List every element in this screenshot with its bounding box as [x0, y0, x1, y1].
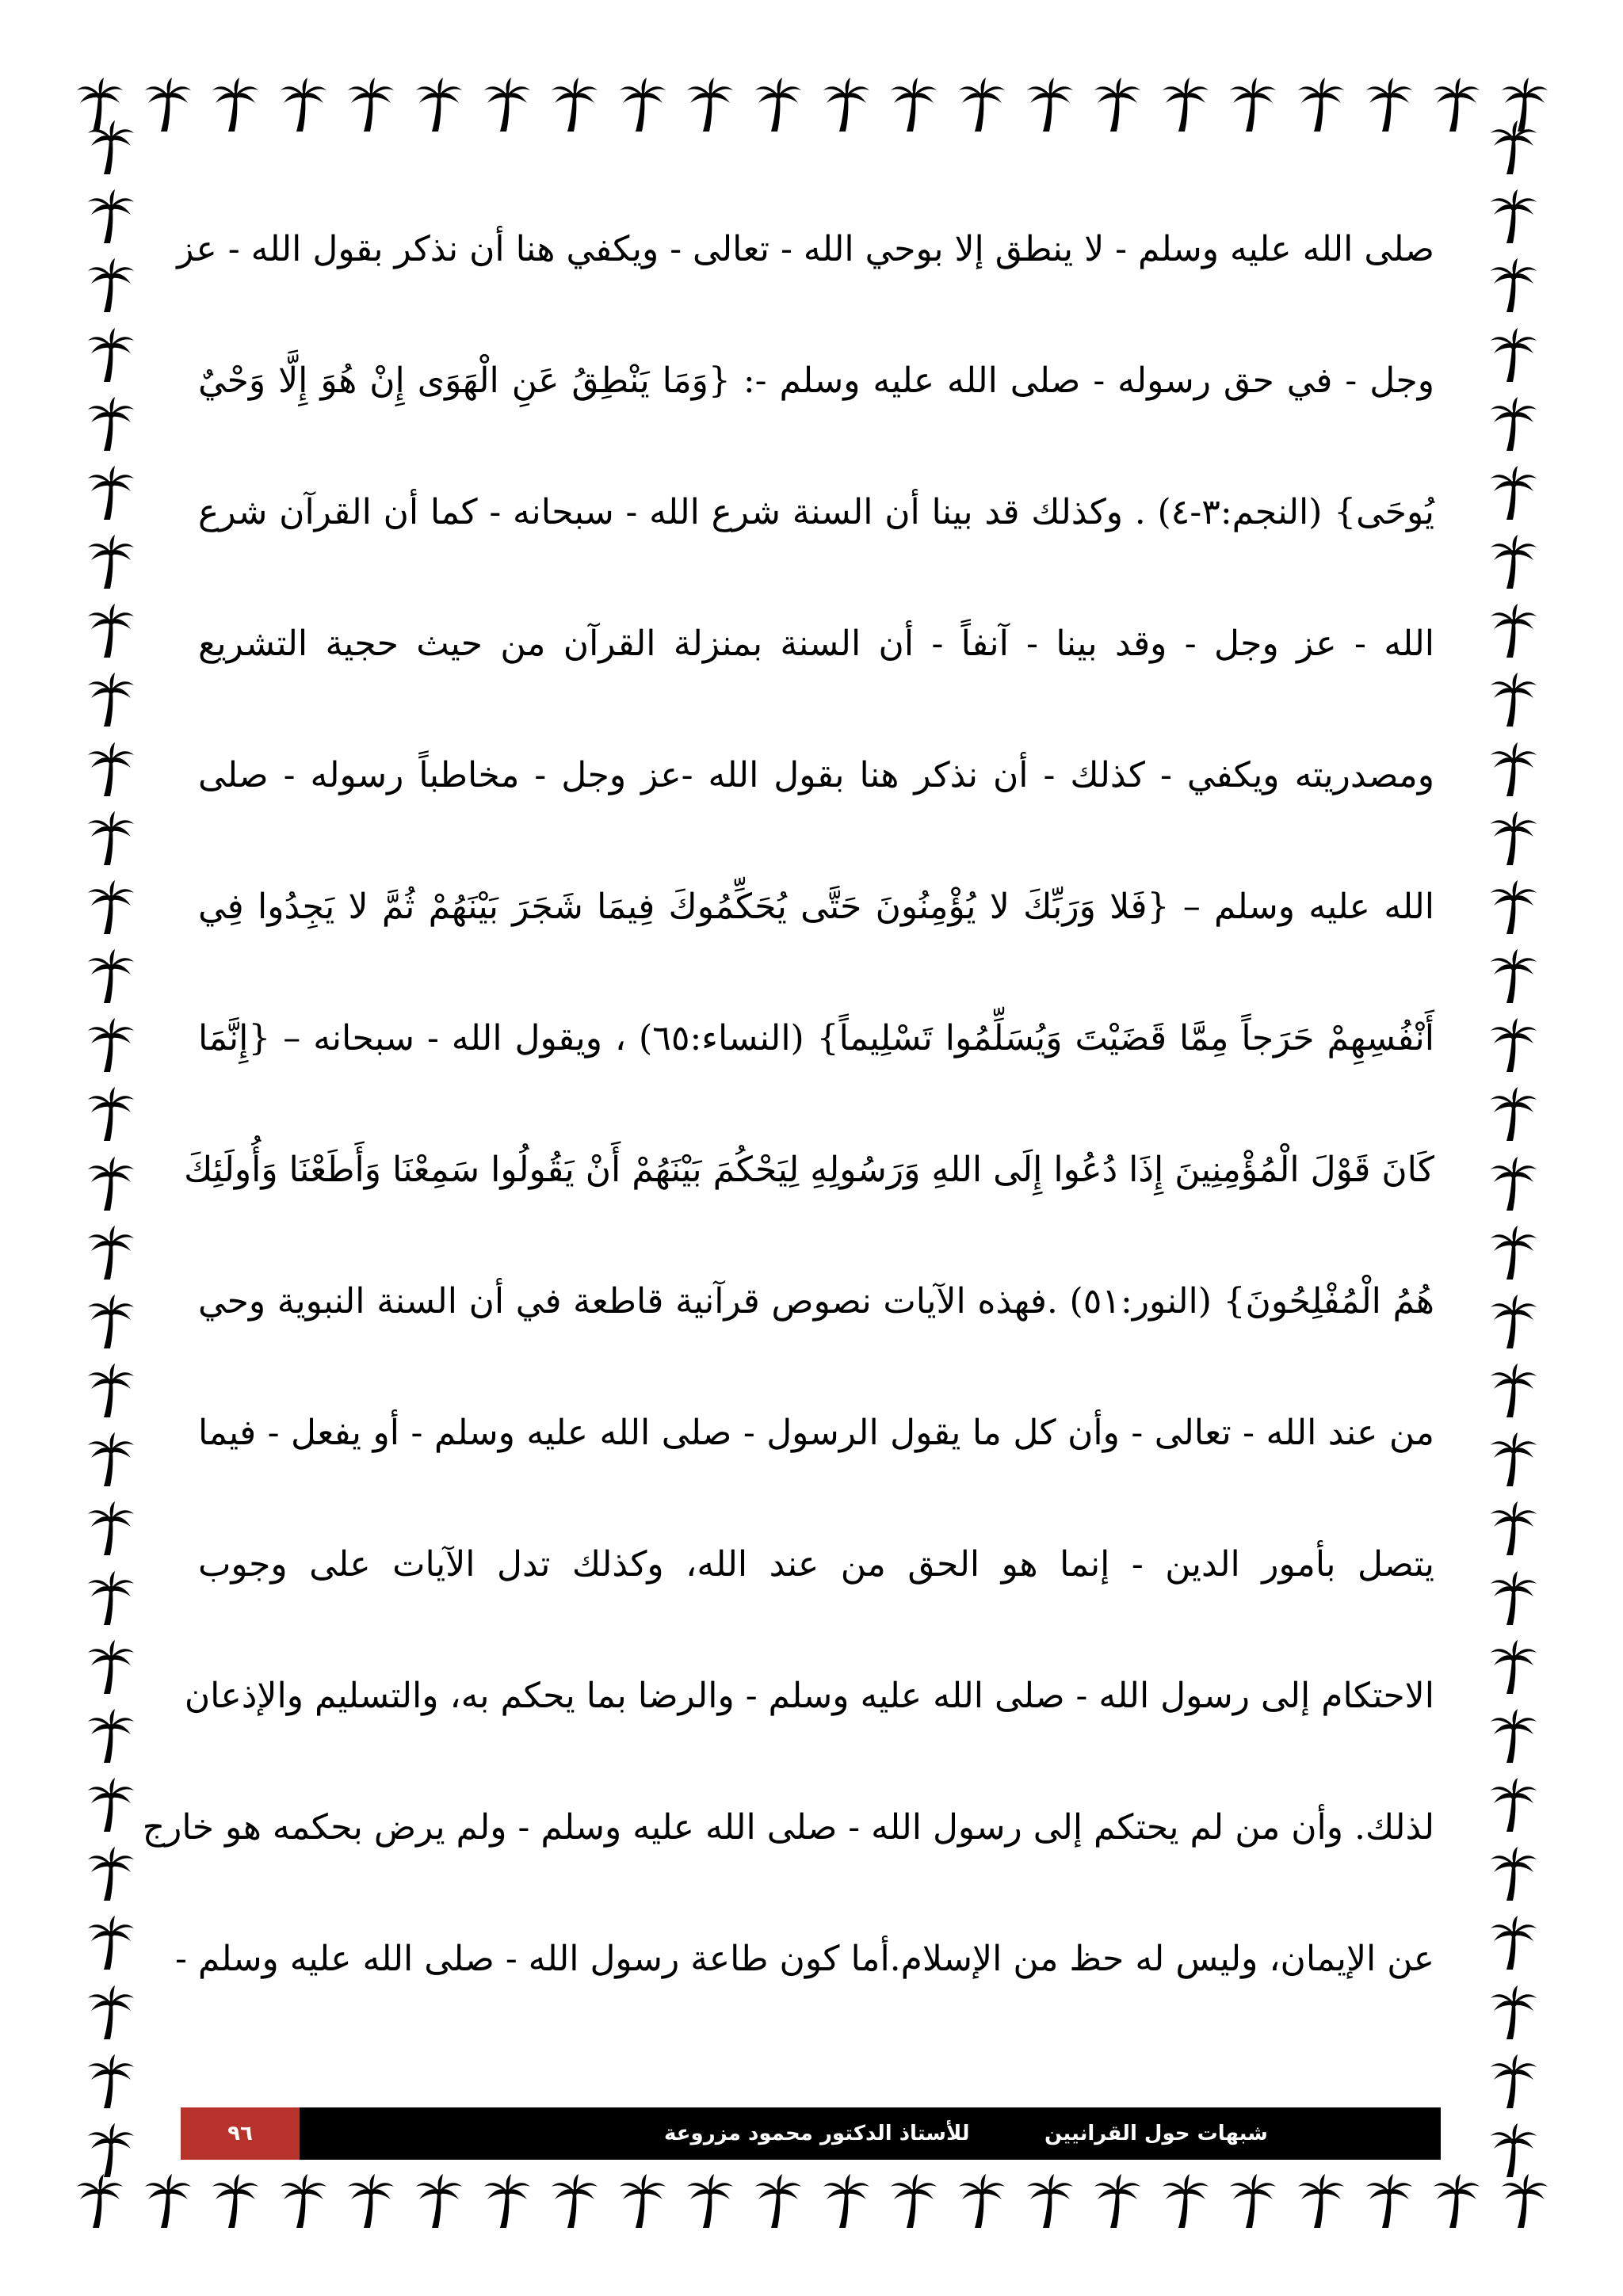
palm-tree-icon [86, 1224, 136, 1281]
palm-tree-icon [279, 2172, 328, 2229]
palm-tree-icon [822, 76, 871, 133]
palm-tree-icon [86, 1431, 136, 1488]
text-line: ومصدريته ويكفي - كذلك - أن نذكر هنا بقول الله -عز وجل - مخاطباً رسوله - صلى [198, 755, 1434, 795]
text-line: عن الإيمان، وليس له حظ من الإسلام.أما كون طاعة رسول الله - صلى الله عليه وسلم - [174, 1939, 1434, 1979]
palm-tree-icon [86, 948, 136, 1005]
palm-tree-icon [86, 2053, 136, 2110]
palm-tree-icon [1489, 1984, 1538, 2041]
text-line: الله - عز وجل - وقد بينا - آنفاً - أن السنة بمنزلة القرآن من حيث حجية التشريع [198, 624, 1434, 664]
palm-tree-icon [86, 1845, 136, 1902]
palm-tree-icon [1489, 326, 1538, 383]
palm-tree-icon [1489, 1431, 1538, 1488]
palm-tree-icon [211, 2172, 260, 2229]
palm-tree-icon [1489, 2053, 1538, 2110]
palm-tree-icon [86, 257, 136, 314]
text-line: وجل - في حق رسوله - صلى الله عليه وسلم -: {وَمَا يَنْطِقُ عَنِ الْهَوَى إِنْ هُوَ إِلَّا وَحْيٌ [198, 360, 1434, 401]
palm-tree-icon [1489, 1569, 1538, 1627]
palm-tree-icon [86, 879, 136, 936]
palm-tree-icon [75, 2172, 124, 2229]
text-line: الاحتكام إلى رسول الله - صلى الله عليه وسلم - والرضا بما يحكم به، والتسليم والإذعان [184, 1676, 1434, 1716]
palm-tree-icon [1489, 188, 1538, 245]
palm-tree-icon [86, 1984, 136, 2041]
palm-tree-icon [143, 76, 193, 133]
palm-tree-icon [86, 1293, 136, 1350]
palm-tree-icon [1489, 1914, 1538, 1971]
palm-tree-icon [1228, 2172, 1277, 2229]
palm-tree-icon [1365, 2172, 1414, 2229]
palm-tree-icon [86, 188, 136, 245]
footer-author: للأستاذ الدكتور محمود مزروعة [664, 2122, 970, 2145]
text-line: أَنْفُسِهِمْ حَرَجاً مِمَّا قَضَيْتَ وَيُسَلِّمُوا تَسْلِيماً} (النساء:٦٥) ، ويقول الله - سبحانه – {إِنَّمَا [198, 1018, 1434, 1058]
palm-tree-icon [1489, 257, 1538, 314]
palm-tree-icon [1489, 395, 1538, 452]
palm-tree-icon [86, 810, 136, 867]
palm-tree-icon [754, 2172, 803, 2229]
palm-tree-icon [86, 395, 136, 452]
palm-tree-icon [1489, 741, 1538, 798]
palm-tree-icon [86, 326, 136, 383]
palm-tree-icon [1025, 2172, 1075, 2229]
palm-tree-icon [1500, 2172, 1549, 2229]
palm-tree-icon [279, 76, 328, 133]
palm-tree-icon [1489, 1085, 1538, 1142]
top-ornament-border [75, 73, 1549, 136]
palm-tree-icon [1489, 1638, 1538, 1695]
bottom-ornament-border [75, 2169, 1549, 2233]
palm-tree-icon [957, 76, 1006, 133]
palm-tree-icon [86, 1569, 136, 1627]
palm-tree-icon [1489, 1500, 1538, 1557]
palm-tree-icon [86, 2122, 136, 2179]
palm-tree-icon [1489, 1362, 1538, 1419]
palm-tree-icon [618, 2172, 667, 2229]
palm-tree-icon [889, 2172, 938, 2229]
palm-tree-icon [618, 76, 667, 133]
palm-tree-icon [550, 76, 599, 133]
palm-tree-icon [1489, 602, 1538, 659]
palm-tree-icon [1489, 810, 1538, 867]
palm-tree-icon [1489, 533, 1538, 590]
palm-tree-icon [86, 1776, 136, 1833]
text-line: الله عليه وسلم – {فَلا وَرَبِّكَ لا يُؤْمِنُونَ حَتَّى يُحَكِّمُوكَ فِيمَا شَجَرَ بَيْنَهُمْ ثُمَّ لا يَجِدُوا فِي [198, 887, 1434, 927]
page-footer [181, 2107, 1441, 2160]
palm-tree-icon [1365, 76, 1414, 133]
text-line: صلى الله عليه وسلم - لا ينطق إلا بوحي الله - تعالى - ويكفي هنا أن نذكر بقول الله - عز [177, 229, 1434, 269]
palm-tree-icon [86, 671, 136, 728]
footer-book-title: شبهات حول القرانيين [1044, 2122, 1268, 2145]
text-line: لذلك. وأن من لم يحتكم إلى رسول الله - صلى الله عليه وسلم - ولم يرض بحكمه هو خارج [142, 1807, 1434, 1848]
palm-tree-icon [1161, 76, 1210, 133]
palm-tree-icon [1296, 76, 1346, 133]
text-line: كَانَ قَوْلَ الْمُؤْمِنِينَ إِذَا دُعُوا إِلَى اللهِ وَرَسُولِهِ لِيَحْكُمَ بَيْنَهُمْ أَنْ يَقُولُوا سَمِعْنَا وَأَطَعْنَا وَأُولَئِكَ [184, 1150, 1434, 1190]
palm-tree-icon [86, 1155, 136, 1212]
palm-tree-icon [957, 2172, 1006, 2229]
palm-tree-icon [86, 602, 136, 659]
text-line: يتصل بأمور الدين - إنما هو الحق من عند الله، وكذلك تدل الآيات على وجوب [198, 1544, 1434, 1585]
palm-tree-icon [1161, 2172, 1210, 2229]
palm-tree-icon [346, 76, 395, 133]
palm-tree-icon [1489, 1776, 1538, 1833]
palm-tree-icon [211, 76, 260, 133]
palm-tree-icon [1489, 1293, 1538, 1350]
palm-tree-icon [550, 2172, 599, 2229]
palm-tree-icon [86, 1707, 136, 1764]
palm-tree-icon [1489, 671, 1538, 728]
palm-tree-icon [414, 76, 464, 133]
palm-tree-icon [86, 1500, 136, 1557]
text-line: من عند الله - تعالى - وأن كل ما يقول الرسول - صلى الله عليه وسلم - أو يفعل - فيما [198, 1413, 1434, 1453]
palm-tree-icon [1489, 879, 1538, 936]
body-text [142, 184, 1434, 2025]
palm-tree-icon [1432, 76, 1481, 133]
page-number: ٩٦ [181, 2107, 300, 2160]
palm-tree-icon [1228, 76, 1277, 133]
palm-tree-icon [483, 2172, 532, 2229]
palm-tree-icon [86, 741, 136, 798]
palm-tree-icon [1489, 1016, 1538, 1074]
palm-tree-icon [1489, 948, 1538, 1005]
palm-tree-icon [1489, 119, 1538, 176]
palm-tree-icon [86, 1362, 136, 1419]
palm-tree-icon [1489, 1224, 1538, 1281]
palm-tree-icon [1025, 76, 1075, 133]
palm-tree-icon [1432, 2172, 1481, 2229]
palm-tree-icon [889, 76, 938, 133]
palm-tree-icon [86, 1085, 136, 1142]
palm-tree-icon [143, 2172, 193, 2229]
right-ornament-border [1482, 119, 1545, 2179]
palm-tree-icon [1296, 2172, 1346, 2229]
palm-tree-icon [346, 2172, 395, 2229]
palm-tree-icon [1093, 76, 1142, 133]
palm-tree-icon [1489, 1845, 1538, 1902]
palm-tree-icon [86, 533, 136, 590]
palm-tree-icon [86, 1638, 136, 1695]
palm-tree-icon [1489, 1707, 1538, 1764]
palm-tree-icon [483, 76, 532, 133]
palm-tree-icon [685, 2172, 735, 2229]
text-line: هُمُ الْمُفْلِحُونَ} (النور:٥١) .فهذه الآيات نصوص قرآنية قاطعة في أن السنة النبوية وحي [198, 1281, 1434, 1322]
palm-tree-icon [685, 76, 735, 133]
palm-tree-icon [86, 119, 136, 176]
palm-tree-icon [414, 2172, 464, 2229]
palm-tree-icon [1489, 2122, 1538, 2179]
text-line: يُوحَى} (النجم:٣-٤) . وكذلك قد بينا أن السنة شرع الله - سبحانه - كما أن القرآن شرع [198, 492, 1434, 532]
palm-tree-icon [822, 2172, 871, 2229]
left-ornament-border [79, 119, 143, 2179]
palm-tree-icon [1489, 1155, 1538, 1212]
palm-tree-icon [86, 1016, 136, 1074]
palm-tree-icon [86, 1914, 136, 1971]
palm-tree-icon [1489, 464, 1538, 521]
palm-tree-icon [754, 76, 803, 133]
palm-tree-icon [1093, 2172, 1142, 2229]
palm-tree-icon [86, 464, 136, 521]
